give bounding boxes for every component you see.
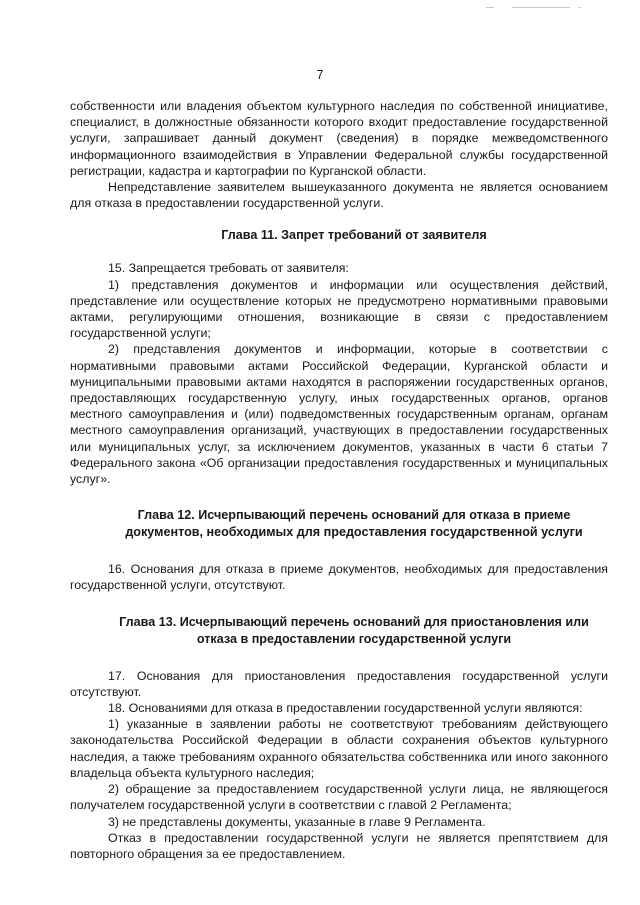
paragraph: 1) представления документов и информации или осуществления действий, представление или осуществление которых не предусмотрено нормативными правовыми актами, регулирующими отношения, возникающие в связи с предоставлением государственной услуги; — [70, 277, 608, 341]
section-spacer — [70, 541, 608, 561]
scan-artifact-line — [486, 7, 494, 8]
paragraph: 2) обращение за предоставлением государственной услуги лица, не являющегося получателем государственной услуги в соответствии с главой 2 Регламента; — [70, 782, 608, 813]
paragraph: 15. Запрещается требовать от заявителя: — [108, 261, 349, 276]
paragraph: 17. Основания для приостановления предоставления государственной услуги отсутствуют. — [70, 668, 608, 699]
chapter-heading: Глава 13. Исчерпывающий перечень оснований для приостановления или отказа в предоставлении государственной услуги — [119, 614, 589, 646]
paragraph: 1) указанные в заявлении работы не соответствуют требованиям действующего законодательства Российской Федерации в области сохранения объектов культурного наследия, а также требованиям охранного обязательства собственника или иного законного владельца объекта культурного наследия; — [70, 717, 608, 780]
scan-artifact-line — [512, 7, 570, 8]
section-spacer — [70, 594, 608, 614]
paragraph: 3) не представлены документы, указанные в главе 9 Регламента. — [108, 814, 486, 829]
section-spacer — [70, 244, 608, 260]
paragraph: Отказ в предоставлении государственной услуги не является препятствием для повторного обращения за ее предоставлением. — [70, 830, 608, 861]
chapter-heading: Глава 11. Запрет требований от заявителя — [221, 228, 487, 243]
document-body — [70, 98, 608, 862]
section-spacer — [70, 648, 608, 668]
section-spacer — [70, 487, 608, 507]
paragraph: Непредставление заявителем вышеуказанного документа не является основанием для отказа в предоставлении государственной услуги. — [70, 180, 608, 211]
paragraph: собственности или владения объектом культурного наследия по собственной инициативе, специалист, в должностные обязанности которого входит предоставление государственной услуги, запрашивает данный документ (сведения) в порядке межведомственного информационного взаимодействия в Управлении Федеральной службы государственной регистрации, кадастра и картографии по Курганской области. — [70, 99, 608, 178]
page-number: 7 — [316, 68, 324, 82]
paragraph: 2) представления документов и информации, которые в соответствии с нормативными правовыми актами Российской Федерации, Курганской области и муниципальными правовыми актами находятся в распоряжении государственных органов, предоставляющих государственную услугу, иных государственных органов, органов местного самоуправления и (или) подведомственных государственным органам, органам местного самоуправления организаций, участвующих в предоставлении государственных или муниципальных услуг, за исключением документов, указанных в части 6 статьи 7 Федерального закона «Об организации предоставления государственных и муниципальных услуг». — [70, 342, 608, 487]
section-spacer — [70, 211, 608, 227]
paragraph: 18. Основаниями для отказа в предоставлении государственной услуги являются: — [108, 701, 583, 716]
scan-artifact-line — [578, 7, 581, 8]
paragraph: 16. Основания для отказа в приеме документов, необходимых для предоставления государственной услуги, отсутствуют. — [70, 562, 608, 593]
chapter-heading: Глава 12. Исчерпывающий перечень оснований для отказа в приеме документов, необходимых для предоставления государственной услуги — [125, 508, 583, 540]
